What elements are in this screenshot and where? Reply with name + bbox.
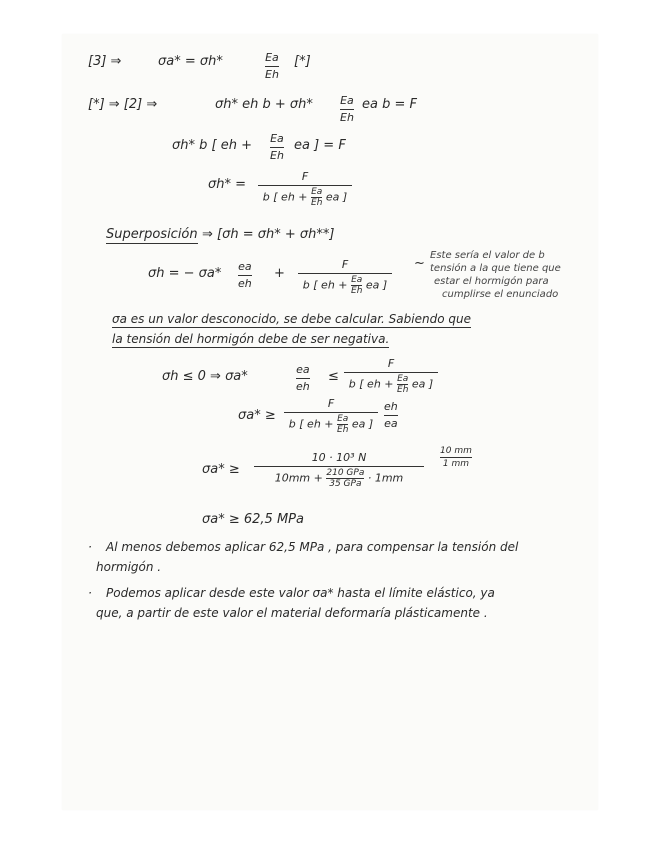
- eq6-den2-den: Eh: [351, 286, 363, 296]
- eq8-den2-b: ea ]: [411, 377, 434, 391]
- eq10-num: 10 · 10³ N: [311, 451, 367, 464]
- para1-line-1: σa es un valor desconocido, se debe calcular. Sabiendo que: [112, 312, 471, 326]
- eq1-fraction: [265, 51, 279, 82]
- eq4-den-den: Eh: [311, 198, 323, 208]
- eq9-den-a: b [ eh +: [288, 417, 334, 431]
- eq4-num: F: [301, 170, 309, 183]
- eq8-den2-den: Eh: [397, 385, 409, 395]
- eq1-tag: [*]: [294, 54, 311, 69]
- eq2-num: Ea: [340, 94, 354, 107]
- bullet-2-mark: ·: [88, 586, 92, 600]
- eq8-den1: eh: [296, 380, 310, 393]
- eq10-den-num: 210 GPa: [326, 468, 365, 478]
- eq2-b: ea b = F: [362, 97, 417, 112]
- bullet-2-line-1: Podemos aplicar desde este valor σa* hasta el límite elástico, ya: [106, 586, 495, 600]
- ref-star-2-arrow: [*] ⇒ [2] ⇒: [88, 97, 158, 112]
- eq9-den-b: ea ]: [351, 417, 374, 431]
- note-line-4: cumplirse el enunciado: [442, 289, 559, 300]
- eq6-lhs: σh = − σa*: [148, 266, 222, 281]
- eq10-side-den: 1 mm: [442, 459, 469, 469]
- eq6-den2-fraction: [351, 275, 362, 296]
- eq3-den: Eh: [270, 149, 284, 162]
- eq6-plus: +: [274, 266, 285, 281]
- eq10-frac: [254, 451, 424, 489]
- eq6-den2-b: ea ]: [365, 278, 388, 292]
- eq3-b: ea ] = F: [294, 138, 346, 153]
- eq9-den-den: Eh: [337, 425, 349, 435]
- eq8-den2-fraction: [397, 374, 408, 395]
- eq6-den2-a: b [ eh +: [302, 278, 348, 292]
- eq8-frac1: [296, 363, 310, 394]
- note-line-2: tensión a la que tiene que: [430, 263, 561, 274]
- eq9-den: [289, 414, 373, 435]
- notebook-page: [62, 34, 598, 810]
- eq9-lhs: σa* ≥: [238, 408, 276, 423]
- note-line-1: Este sería el valor de b: [430, 250, 545, 261]
- eq10-den-fraction: [326, 468, 364, 489]
- bullet-2-line-2: que, a partir de este valor el material deformaría plásticamente .: [96, 606, 488, 620]
- eq10-den-den: 35 GPa: [329, 479, 362, 489]
- eq8-le: ≤: [328, 369, 339, 384]
- eq10-lhs: σa* ≥: [202, 462, 240, 477]
- eq8-num2: F: [387, 357, 395, 370]
- superposition-eq: ⇒ [σh = σh* + σh**]: [202, 227, 335, 242]
- eq6-num1: ea: [238, 260, 252, 273]
- eq8-frac2: [344, 357, 438, 395]
- para1-line-2: la tensión del hormigón debe de ser negativa.: [112, 332, 390, 346]
- eq2-den: Eh: [340, 111, 354, 124]
- eq2-a: σh* eh b + σh*: [215, 97, 313, 112]
- eq8-den2-num: Ea: [397, 374, 409, 384]
- eq10-den-b: · 1mm: [367, 471, 404, 485]
- eq1-lhs: σa* = σh*: [158, 54, 223, 69]
- eq6-den1: eh: [238, 277, 252, 290]
- eq4-lhs: σh* =: [208, 177, 247, 192]
- eq1-num: Ea: [265, 51, 279, 64]
- eq9-den-fraction: [337, 414, 348, 435]
- eq9-num: F: [327, 397, 335, 410]
- eq10-den: [275, 468, 404, 489]
- eq8-den2-a: b [ eh +: [348, 377, 394, 391]
- eq9-frac2: [384, 400, 398, 431]
- ref-3-arrow: [3] ⇒: [88, 54, 122, 69]
- eq10-den-a: 10mm +: [274, 471, 323, 485]
- eq4-den-a: b [ eh +: [262, 190, 308, 204]
- eq4-den-fraction: [311, 187, 322, 208]
- bullet-1-line-1: Al menos debemos aplicar 62,5 MPa , para compensar la tensión del: [106, 540, 519, 554]
- eq8-lhs: σh ≤ 0 ⇒ σa*: [162, 369, 248, 384]
- eq4-den-b: ea ]: [325, 190, 348, 204]
- eq3-fraction: [270, 132, 284, 163]
- eq6-frac1: [238, 260, 252, 291]
- bullet-1-mark: ·: [88, 540, 92, 554]
- eq1-den: Eh: [265, 68, 279, 81]
- eq9-den2: ea: [384, 417, 398, 430]
- eq3-a: σh* b [ eh +: [172, 138, 252, 153]
- eq8-den2: [349, 374, 433, 395]
- eq4-fraction: [258, 170, 352, 208]
- eq3-num: Ea: [270, 132, 284, 145]
- eq6-den2: [303, 275, 387, 296]
- eq11-result: σa* ≥ 62,5 MPa: [202, 512, 304, 527]
- eq10-side-num: 10 mm: [440, 446, 472, 456]
- eq9-num2: eh: [384, 400, 398, 413]
- eq2-fraction: [340, 94, 354, 125]
- note-arrow: ~: [414, 256, 425, 271]
- note-line-3: estar el hormigón para: [434, 276, 549, 287]
- eq6-frac2: [298, 258, 392, 296]
- eq4-den: [263, 187, 347, 208]
- eq9-frac1: [284, 397, 378, 435]
- eq4-den-num: Ea: [311, 187, 323, 197]
- eq10-side-fraction: [440, 446, 472, 469]
- eq6-den2-num: Ea: [351, 275, 363, 285]
- eq9-den-num: Ea: [337, 414, 349, 424]
- eq8-num1: ea: [296, 363, 310, 376]
- eq6-num2: F: [341, 258, 349, 271]
- bullet-1-line-2: hormigón .: [96, 560, 162, 574]
- superposition-label: Superposición: [106, 227, 198, 242]
